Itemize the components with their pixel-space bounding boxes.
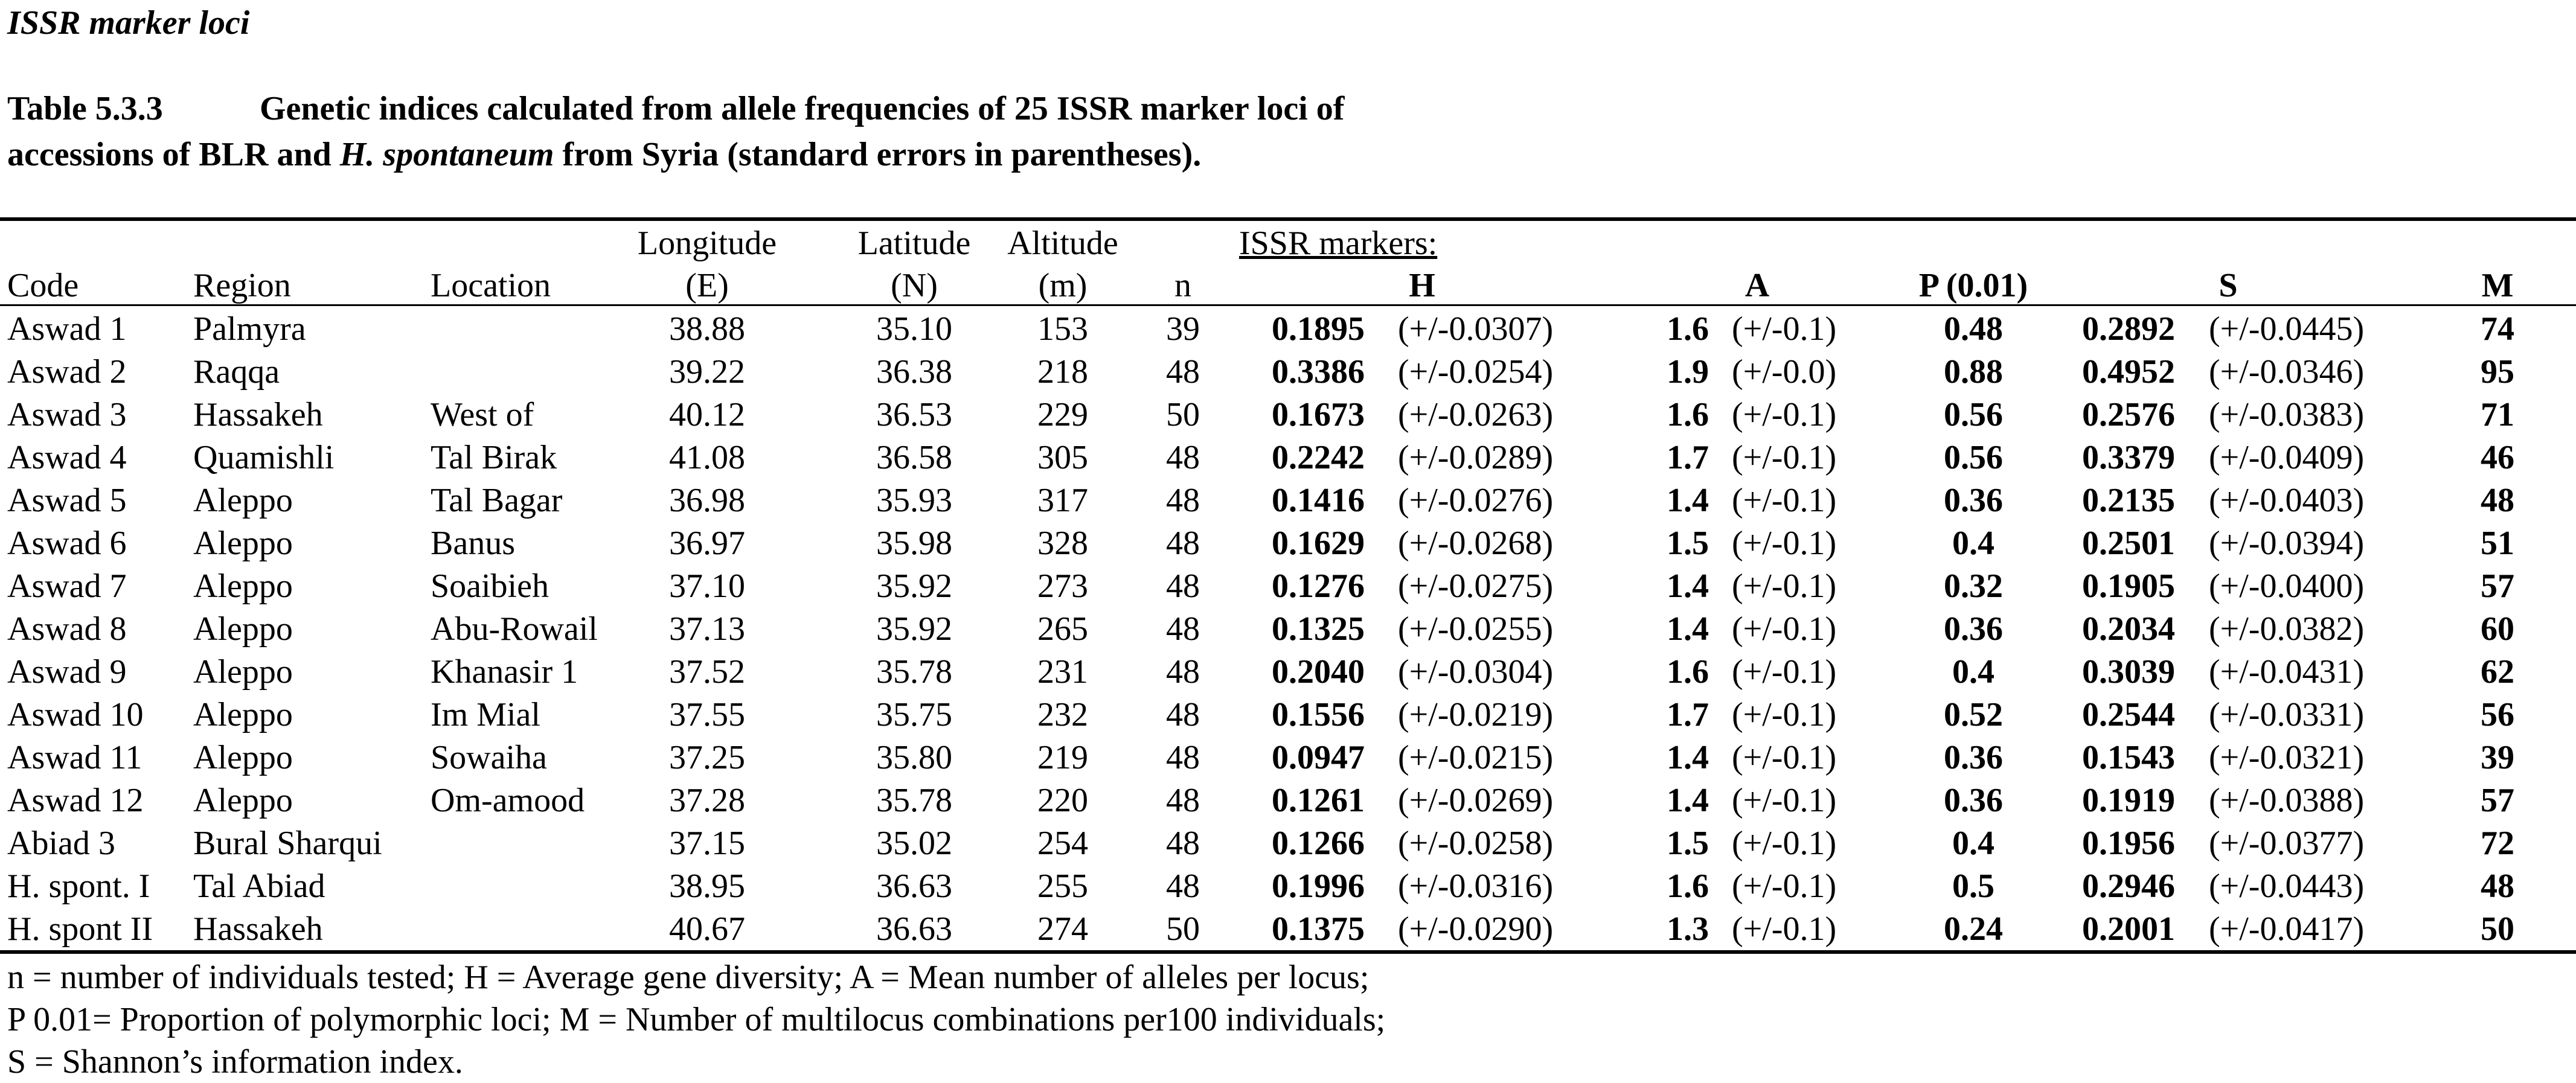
cell-longitude: 37.55 <box>669 696 745 733</box>
cell-h: 0.1629 <box>1272 525 1365 562</box>
cell-h-se: (+/-0.0254) <box>1398 353 1554 391</box>
cell-longitude: 37.15 <box>669 825 745 862</box>
cell-s: 0.1543 <box>2082 739 2175 776</box>
cell-a-se: (+/-0.1) <box>1732 310 1837 348</box>
cell-latitude: 36.38 <box>876 353 952 391</box>
cell-code: Aswad 5 <box>7 482 127 519</box>
cell-a-se: (+/-0.1) <box>1732 782 1837 819</box>
cell-a-se: (+/-0.1) <box>1732 696 1837 733</box>
cell-longitude: 37.10 <box>669 567 745 605</box>
cell-latitude: 35.92 <box>876 610 952 648</box>
cell-region: Bural Sharqui <box>193 825 382 862</box>
cell-p: 0.4 <box>1952 825 1994 862</box>
cell-longitude: 37.13 <box>669 610 745 648</box>
cell-m: 39 <box>2481 739 2514 776</box>
cell-a: 1.7 <box>1667 696 1709 733</box>
cell-m: 62 <box>2481 653 2514 691</box>
cell-s-se: (+/-0.0394) <box>2209 525 2365 562</box>
cell-s-se: (+/-0.0377) <box>2209 825 2365 862</box>
cell-h-se: (+/-0.0215) <box>1398 739 1554 776</box>
cell-altitude: 254 <box>1037 825 1088 862</box>
cell-h-se: (+/-0.0316) <box>1398 867 1554 905</box>
cell-h-se: (+/-0.0289) <box>1398 439 1554 476</box>
cell-m: 56 <box>2481 696 2514 733</box>
cell-p: 0.36 <box>1944 782 2003 819</box>
cell-n: 48 <box>1166 482 1200 519</box>
cell-h: 0.2040 <box>1272 653 1365 691</box>
cell-s-se: (+/-0.0417) <box>2209 910 2365 948</box>
cell-a: 1.9 <box>1667 353 1709 391</box>
cell-m: 48 <box>2481 867 2514 905</box>
cell-s: 0.2501 <box>2082 525 2175 562</box>
cell-h: 0.1895 <box>1272 310 1365 348</box>
cell-longitude: 37.52 <box>669 653 745 691</box>
cell-m: 57 <box>2481 567 2514 605</box>
cell-altitude: 274 <box>1037 910 1088 948</box>
caption-line-1: Genetic indices calculated from allele frequencies of 25 ISSR marker loci of <box>260 90 1345 127</box>
cell-s-se: (+/-0.0331) <box>2209 696 2365 733</box>
cell-code: H. spont II <box>7 910 153 948</box>
cell-a-se: (+/-0.1) <box>1732 567 1837 605</box>
cell-region: Aleppo <box>193 739 293 776</box>
cell-a-se: (+/-0.1) <box>1732 610 1837 648</box>
cell-altitude: 232 <box>1037 696 1088 733</box>
caption-line-2-start: accessions of BLR and <box>7 136 340 173</box>
cell-a-se: (+/-0.0) <box>1732 353 1837 391</box>
cell-s-se: (+/-0.0403) <box>2209 482 2365 519</box>
footnote: n = number of individuals tested; H = Average gene diversity; A = Mean number of alleles per locus; <box>7 959 1370 996</box>
cell-a: 1.3 <box>1667 910 1709 948</box>
cell-latitude: 35.80 <box>876 739 952 776</box>
header-code: Code <box>7 267 79 304</box>
cell-m: 46 <box>2481 439 2514 476</box>
cell-a: 1.6 <box>1667 310 1709 348</box>
cell-s: 0.3039 <box>2082 653 2175 691</box>
cell-h-se: (+/-0.0263) <box>1398 396 1554 433</box>
cell-s: 0.2544 <box>2082 696 2175 733</box>
cell-h-se: (+/-0.0269) <box>1398 782 1554 819</box>
cell-n: 48 <box>1166 439 1200 476</box>
cell-m: 51 <box>2481 525 2514 562</box>
cell-s-se: (+/-0.0388) <box>2209 782 2365 819</box>
cell-a: 1.4 <box>1667 567 1709 605</box>
cell-s: 0.3379 <box>2082 439 2175 476</box>
table-top-rule <box>0 217 2576 221</box>
cell-s-se: (+/-0.0431) <box>2209 653 2365 691</box>
cell-n: 48 <box>1166 782 1200 819</box>
cell-n: 48 <box>1166 739 1200 776</box>
cell-location: Tal Birak <box>431 439 557 476</box>
cell-region: Tal Abiad <box>193 867 325 905</box>
cell-h: 0.1261 <box>1272 782 1365 819</box>
cell-altitude: 153 <box>1037 310 1088 348</box>
cell-m: 74 <box>2481 310 2514 348</box>
cell-longitude: 41.08 <box>669 439 745 476</box>
cell-h-se: (+/-0.0275) <box>1398 567 1554 605</box>
cell-m: 95 <box>2481 353 2514 391</box>
cell-a: 1.6 <box>1667 653 1709 691</box>
cell-altitude: 328 <box>1037 525 1088 562</box>
cell-a-se: (+/-0.1) <box>1732 525 1837 562</box>
section-title: ISSR marker loci <box>7 4 250 42</box>
cell-h: 0.1266 <box>1272 825 1365 862</box>
cell-s: 0.4952 <box>2082 353 2175 391</box>
cell-a-se: (+/-0.1) <box>1732 867 1837 905</box>
cell-latitude: 36.53 <box>876 396 952 433</box>
header-latitude-unit: (N) <box>891 267 938 304</box>
cell-m: 72 <box>2481 825 2514 862</box>
cell-s: 0.1956 <box>2082 825 2175 862</box>
cell-a: 1.5 <box>1667 525 1709 562</box>
cell-longitude: 40.12 <box>669 396 745 433</box>
cell-n: 48 <box>1166 353 1200 391</box>
cell-latitude: 36.58 <box>876 439 952 476</box>
cell-code: Abiad 3 <box>7 825 115 862</box>
cell-p: 0.32 <box>1944 567 2003 605</box>
cell-latitude: 35.10 <box>876 310 952 348</box>
cell-latitude: 36.63 <box>876 910 952 948</box>
cell-a: 1.4 <box>1667 782 1709 819</box>
header-location: Location <box>431 267 551 304</box>
cell-latitude: 35.02 <box>876 825 952 862</box>
cell-h-se: (+/-0.0304) <box>1398 653 1554 691</box>
header-region: Region <box>193 267 291 304</box>
cell-n: 48 <box>1166 867 1200 905</box>
cell-region: Quamishli <box>193 439 335 476</box>
cell-p: 0.36 <box>1944 482 2003 519</box>
cell-altitude: 219 <box>1037 739 1088 776</box>
cell-h: 0.1416 <box>1272 482 1365 519</box>
cell-p: 0.52 <box>1944 696 2003 733</box>
cell-p: 0.4 <box>1952 653 1994 691</box>
cell-p: 0.56 <box>1944 396 2003 433</box>
cell-code: Aswad 12 <box>7 782 144 819</box>
cell-code: Aswad 1 <box>7 310 127 348</box>
cell-n: 48 <box>1166 610 1200 648</box>
footnote: P 0.01= Proportion of polymorphic loci; M = Number of multilocus combinations per100 individuals; <box>7 1001 1386 1038</box>
cell-h: 0.2242 <box>1272 439 1365 476</box>
cell-altitude: 255 <box>1037 867 1088 905</box>
cell-code: Aswad 9 <box>7 653 127 691</box>
cell-h-se: (+/-0.0290) <box>1398 910 1554 948</box>
cell-s: 0.2576 <box>2082 396 2175 433</box>
cell-latitude: 35.98 <box>876 525 952 562</box>
cell-h: 0.1556 <box>1272 696 1365 733</box>
cell-s: 0.1919 <box>2082 782 2175 819</box>
cell-s-se: (+/-0.0409) <box>2209 439 2365 476</box>
cell-a-se: (+/-0.1) <box>1732 653 1837 691</box>
cell-location: Om-amood <box>431 782 585 819</box>
cell-latitude: 35.78 <box>876 782 952 819</box>
cell-m: 57 <box>2481 782 2514 819</box>
cell-region: Aleppo <box>193 525 293 562</box>
cell-location: Soaibieh <box>431 567 549 605</box>
cell-h: 0.1276 <box>1272 567 1365 605</box>
table-footnotes <box>7 956 2543 1083</box>
cell-h-se: (+/-0.0307) <box>1398 310 1554 348</box>
cell-h-se: (+/-0.0255) <box>1398 610 1554 648</box>
cell-location: Tal Bagar <box>431 482 563 519</box>
cell-longitude: 36.98 <box>669 482 745 519</box>
cell-region: Hassakeh <box>193 910 323 948</box>
cell-s: 0.2946 <box>2082 867 2175 905</box>
cell-code: H. spont. I <box>7 867 150 905</box>
cell-m: 71 <box>2481 396 2514 433</box>
header-altitude-unit: (m) <box>1038 267 1088 304</box>
cell-a-se: (+/-0.1) <box>1732 439 1837 476</box>
cell-n: 48 <box>1166 567 1200 605</box>
cell-h-se: (+/-0.0268) <box>1398 525 1554 562</box>
cell-s-se: (+/-0.0400) <box>2209 567 2365 605</box>
cell-longitude: 39.22 <box>669 353 745 391</box>
cell-code: Aswad 3 <box>7 396 127 433</box>
cell-p: 0.56 <box>1944 439 2003 476</box>
cell-a: 1.6 <box>1667 396 1709 433</box>
cell-longitude: 38.88 <box>669 310 745 348</box>
cell-h: 0.1996 <box>1272 867 1365 905</box>
cell-altitude: 218 <box>1037 353 1088 391</box>
cell-latitude: 35.78 <box>876 653 952 691</box>
table-caption <box>7 86 1819 177</box>
cell-s-se: (+/-0.0346) <box>2209 353 2365 391</box>
cell-n: 48 <box>1166 696 1200 733</box>
cell-code: Aswad 7 <box>7 567 127 605</box>
cell-h: 0.3386 <box>1272 353 1365 391</box>
cell-longitude: 38.95 <box>669 867 745 905</box>
cell-m: 60 <box>2481 610 2514 648</box>
header-h: H <box>1409 267 1435 304</box>
cell-region: Aleppo <box>193 610 293 648</box>
cell-n: 50 <box>1166 910 1200 948</box>
cell-p: 0.48 <box>1944 310 2003 348</box>
cell-m: 50 <box>2481 910 2514 948</box>
cell-location: Khanasir 1 <box>431 653 578 691</box>
cell-altitude: 229 <box>1037 396 1088 433</box>
cell-code: Aswad 11 <box>7 739 143 776</box>
cell-a-se: (+/-0.1) <box>1732 739 1837 776</box>
cell-h-se: (+/-0.0258) <box>1398 825 1554 862</box>
cell-n: 39 <box>1166 310 1200 348</box>
cell-h-se: (+/-0.0276) <box>1398 482 1554 519</box>
cell-a: 1.4 <box>1667 739 1709 776</box>
cell-region: Aleppo <box>193 782 293 819</box>
table-number: Table 5.3.3 <box>7 90 163 127</box>
cell-code: Aswad 4 <box>7 439 127 476</box>
cell-altitude: 265 <box>1037 610 1088 648</box>
cell-altitude: 317 <box>1037 482 1088 519</box>
cell-a-se: (+/-0.1) <box>1732 482 1837 519</box>
cell-location: Im Mial <box>431 696 540 733</box>
cell-latitude: 35.75 <box>876 696 952 733</box>
cell-location: Banus <box>431 525 515 562</box>
header-latitude: Latitude <box>857 225 971 262</box>
cell-longitude: 40.67 <box>669 910 745 948</box>
cell-code: Aswad 10 <box>7 696 144 733</box>
cell-s: 0.2892 <box>2082 310 2175 348</box>
cell-latitude: 35.93 <box>876 482 952 519</box>
cell-h: 0.0947 <box>1272 739 1365 776</box>
cell-a-se: (+/-0.1) <box>1732 396 1837 433</box>
cell-region: Aleppo <box>193 482 293 519</box>
cell-p: 0.5 <box>1952 867 1994 905</box>
header-altitude: Altitude <box>1007 225 1118 262</box>
cell-altitude: 220 <box>1037 782 1088 819</box>
header-m: M <box>2481 267 2514 304</box>
header-n: n <box>1174 267 1191 304</box>
cell-region: Aleppo <box>193 696 293 733</box>
header-group-issr-markers: ISSR markers: <box>1239 225 1438 262</box>
cell-h: 0.1375 <box>1272 910 1365 948</box>
cell-region: Raqqa <box>193 353 280 391</box>
caption-line-2-end: from Syria (standard errors in parentheses). <box>554 136 1202 173</box>
cell-s: 0.1905 <box>2082 567 2175 605</box>
cell-region: Aleppo <box>193 567 293 605</box>
cell-s-se: (+/-0.0382) <box>2209 610 2365 648</box>
cell-longitude: 37.28 <box>669 782 745 819</box>
header-p: P (0.01) <box>1918 267 2028 304</box>
cell-a: 1.4 <box>1667 482 1709 519</box>
cell-p: 0.36 <box>1944 610 2003 648</box>
cell-a: 1.6 <box>1667 867 1709 905</box>
cell-location: West of <box>431 396 534 433</box>
cell-location: Abu-Rowail <box>431 610 598 648</box>
cell-latitude: 36.63 <box>876 867 952 905</box>
table-header-rule <box>0 304 2576 306</box>
cell-region: Palmyra <box>193 310 306 348</box>
cell-latitude: 35.92 <box>876 567 952 605</box>
header-a: A <box>1745 267 1770 304</box>
footnote: S = Shannon’s information index. <box>7 1043 463 1081</box>
cell-s: 0.2135 <box>2082 482 2175 519</box>
cell-altitude: 273 <box>1037 567 1088 605</box>
header-longitude: Longitude <box>637 225 777 262</box>
cell-s: 0.2034 <box>2082 610 2175 648</box>
cell-h-se: (+/-0.0219) <box>1398 696 1554 733</box>
cell-n: 50 <box>1166 396 1200 433</box>
cell-region: Aleppo <box>193 653 293 691</box>
cell-s-se: (+/-0.0443) <box>2209 867 2365 905</box>
cell-s-se: (+/-0.0445) <box>2209 310 2365 348</box>
cell-location: Sowaiha <box>431 739 547 776</box>
cell-longitude: 36.97 <box>669 525 745 562</box>
header-s: S <box>2219 267 2238 304</box>
cell-region: Hassakeh <box>193 396 323 433</box>
cell-n: 48 <box>1166 653 1200 691</box>
cell-code: Aswad 6 <box>7 525 127 562</box>
cell-altitude: 305 <box>1037 439 1088 476</box>
cell-p: 0.88 <box>1944 353 2003 391</box>
cell-s: 0.2001 <box>2082 910 2175 948</box>
cell-code: Aswad 2 <box>7 353 127 391</box>
cell-a-se: (+/-0.1) <box>1732 910 1837 948</box>
cell-a: 1.4 <box>1667 610 1709 648</box>
cell-p: 0.4 <box>1952 525 1994 562</box>
header-longitude-unit: (E) <box>685 267 729 304</box>
caption-species-name: H. spontaneum <box>339 136 554 173</box>
cell-s-se: (+/-0.0321) <box>2209 739 2365 776</box>
cell-altitude: 231 <box>1037 653 1088 691</box>
cell-p: 0.24 <box>1944 910 2003 948</box>
table-bottom-rule <box>0 950 2576 954</box>
cell-h: 0.1673 <box>1272 396 1365 433</box>
cell-p: 0.36 <box>1944 739 2003 776</box>
cell-code: Aswad 8 <box>7 610 127 648</box>
cell-a: 1.7 <box>1667 439 1709 476</box>
cell-h: 0.1325 <box>1272 610 1365 648</box>
cell-a-se: (+/-0.1) <box>1732 825 1837 862</box>
cell-longitude: 37.25 <box>669 739 745 776</box>
cell-m: 48 <box>2481 482 2514 519</box>
cell-n: 48 <box>1166 825 1200 862</box>
cell-n: 48 <box>1166 525 1200 562</box>
cell-s-se: (+/-0.0383) <box>2209 396 2365 433</box>
cell-a: 1.5 <box>1667 825 1709 862</box>
